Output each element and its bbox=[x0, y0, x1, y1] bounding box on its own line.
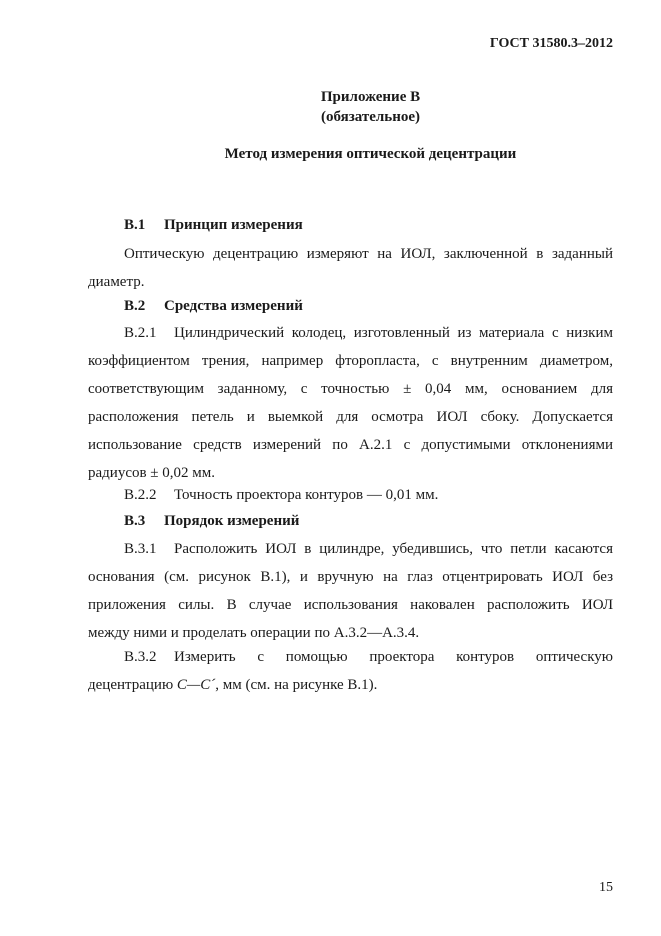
section-title: Порядок измерений bbox=[164, 513, 300, 529]
text-line: диаметр. bbox=[88, 274, 145, 290]
method-title: Метод измерения оптической децентрации bbox=[224, 146, 517, 162]
section-heading-b1 bbox=[124, 217, 303, 234]
section-number: В.3 bbox=[124, 513, 146, 529]
section-number: В.1 bbox=[124, 217, 146, 233]
section-number: В.2 bbox=[124, 298, 146, 314]
text-line: Оптическую децентрацию измеряют на ИОЛ, заключенной в заданный bbox=[124, 246, 613, 262]
text-line: соответствующим заданному, с точностью ± 0,04 мм, основанием для bbox=[88, 381, 613, 397]
clause-text: Точность проектора контуров — 0,01 мм. bbox=[174, 487, 439, 503]
section-title: Принцип измерения bbox=[164, 217, 303, 233]
clause-number: В.2.1 bbox=[124, 325, 157, 341]
text-line bbox=[88, 643, 613, 671]
section-heading-b3 bbox=[124, 513, 299, 530]
text-line bbox=[88, 535, 613, 563]
page-number: 15 bbox=[599, 880, 613, 895]
text-line: радиусов ± 0,02 мм. bbox=[88, 465, 216, 481]
paragraph-b2-2 bbox=[88, 481, 613, 509]
text-line: между ними и проделать операции по А.3.2—А.3.4. bbox=[88, 625, 420, 641]
text-line bbox=[88, 319, 613, 347]
paragraph-b2-1 bbox=[88, 319, 613, 487]
clause-number: В.3.1 bbox=[124, 541, 157, 557]
text-line bbox=[88, 481, 613, 509]
standard-code: ГОСТ 31580.3–2012 bbox=[489, 36, 613, 51]
section-title: Средства измерений bbox=[164, 298, 303, 314]
clause-number: В.2.2 bbox=[124, 487, 157, 503]
text-line: основания (см. рисунок В.1), и вручную на глаз отцентрировать ИОЛ без bbox=[88, 569, 613, 585]
paragraph-b1 bbox=[88, 240, 613, 296]
formula: С—С´ bbox=[176, 677, 216, 693]
clause-text: Цилиндрический колодец, изготовленный из материала с низким bbox=[174, 325, 613, 341]
clause-number: В.3.2 bbox=[124, 649, 157, 665]
text-line: расположения петель и выемкой для осмотра ИОЛ сбоку. Допускается bbox=[88, 409, 613, 425]
clause-text: Расположить ИОЛ в цилиндре, убедившись, что петли касаются bbox=[174, 541, 613, 557]
text-suffix: , мм (см. на рисунке В.1). bbox=[215, 677, 378, 693]
text-prefix: децентрацию bbox=[88, 677, 177, 693]
clause-text: Измерить с помощью проектора контуров оптическую bbox=[174, 649, 613, 665]
paragraph-b3-2 bbox=[88, 643, 613, 699]
text-line bbox=[88, 671, 613, 699]
appendix-title: Приложение В bbox=[320, 89, 421, 105]
appendix-status: (обязательное) bbox=[320, 109, 421, 125]
paragraph-b3-1 bbox=[88, 535, 613, 647]
text-line: использование средств измерений по А.2.1 с допустимыми отклонениями bbox=[88, 437, 613, 453]
text-line: приложения силы. В случае использования наковален расположить ИОЛ bbox=[88, 597, 613, 613]
text-line: коэффициентом трения, например фторопласта, с внутренним диаметром, bbox=[88, 353, 613, 369]
section-heading-b2 bbox=[124, 298, 303, 315]
